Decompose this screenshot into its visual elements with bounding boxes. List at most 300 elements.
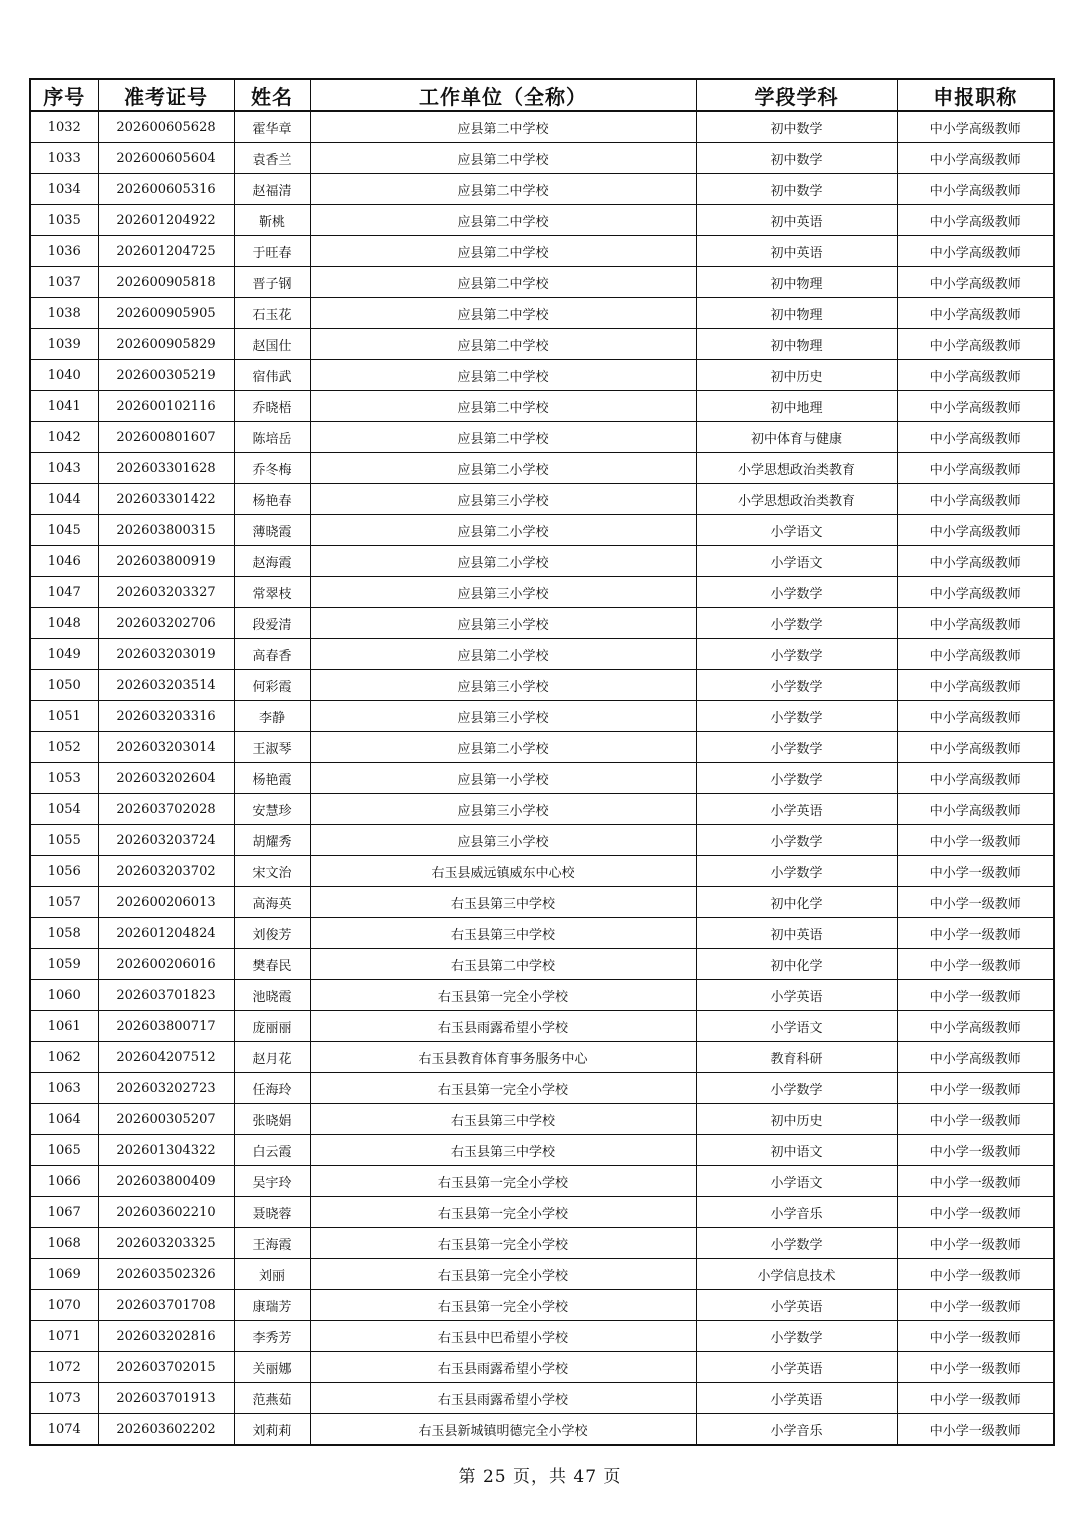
cell-name: 范燕茹 [234,1383,310,1414]
cell-exam-id: 202603203702 [98,856,234,887]
table-row [30,639,1054,670]
cell-subject: 小学英语 [696,1352,897,1383]
cell-workplace: 右玉县第一完全小学校 [310,1228,696,1259]
cell-index: 1038 [30,298,98,329]
cell-name: 任海玲 [234,1073,310,1104]
cell-exam-id: 202603203327 [98,577,234,608]
cell-name: 高海英 [234,887,310,918]
cell-name: 李秀芳 [234,1321,310,1352]
cell-workplace: 应县第二中学校 [310,111,696,143]
cell-subject: 小学数学 [696,1073,897,1104]
cell-name: 石玉花 [234,298,310,329]
cell-workplace: 应县第二小学校 [310,639,696,670]
cell-exam-id: 202603301628 [98,453,234,484]
cell-title: 中小学高级教师 [897,329,1054,360]
cell-name: 池晓霞 [234,980,310,1011]
cell-title: 中小学一级教师 [897,1073,1054,1104]
cell-title: 中小学高级教师 [897,174,1054,205]
header-exam-id: 准考证号 [98,79,234,111]
cell-exam-id: 202603701708 [98,1290,234,1321]
cell-subject: 小学数学 [696,577,897,608]
cell-exam-id: 202603202723 [98,1073,234,1104]
cell-subject: 初中地理 [696,391,897,422]
cell-name: 赵海霞 [234,546,310,577]
cell-index: 1054 [30,794,98,825]
cell-title: 中小学高级教师 [897,794,1054,825]
cell-workplace: 右玉县第一完全小学校 [310,980,696,1011]
cell-title: 中小学高级教师 [897,236,1054,267]
cell-name: 吴宇玲 [234,1166,310,1197]
cell-subject: 小学数学 [696,1228,897,1259]
cell-subject: 小学数学 [696,825,897,856]
cell-subject: 小学音乐 [696,1414,897,1446]
cell-workplace: 右玉县中巴希望小学校 [310,1321,696,1352]
cell-exam-id: 202603702015 [98,1352,234,1383]
cell-index: 1042 [30,422,98,453]
cell-index: 1048 [30,608,98,639]
table-row [30,763,1054,794]
table-row [30,825,1054,856]
table-row [30,1259,1054,1290]
cell-title: 中小学一级教师 [897,1259,1054,1290]
table-row [30,1135,1054,1166]
table-row [30,980,1054,1011]
cell-title: 中小学一级教师 [897,1135,1054,1166]
cell-workplace: 应县第二中学校 [310,329,696,360]
cell-workplace: 应县第二中学校 [310,236,696,267]
cell-workplace: 右玉县第三中学校 [310,1135,696,1166]
cell-name: 何彩霞 [234,670,310,701]
cell-workplace: 右玉县新城镇明德完全小学校 [310,1414,696,1446]
cell-name: 樊春民 [234,949,310,980]
cell-name: 刘丽 [234,1259,310,1290]
cell-name: 晋子钢 [234,267,310,298]
cell-index: 1032 [30,111,98,143]
cell-index: 1040 [30,360,98,391]
roster-table [29,78,1055,1446]
cell-subject: 小学英语 [696,1383,897,1414]
cell-title: 中小学高级教师 [897,422,1054,453]
cell-index: 1047 [30,577,98,608]
roster-body [30,111,1054,1445]
cell-exam-id: 202603602210 [98,1197,234,1228]
cell-exam-id: 202603202706 [98,608,234,639]
header-row [30,79,1054,111]
cell-title: 中小学一级教师 [897,1228,1054,1259]
cell-exam-id: 202600605604 [98,143,234,174]
cell-title: 中小学一级教师 [897,856,1054,887]
cell-title: 中小学高级教师 [897,298,1054,329]
cell-name: 杨艳春 [234,484,310,515]
cell-subject: 小学数学 [696,639,897,670]
cell-workplace: 应县第三小学校 [310,794,696,825]
cell-name: 王海霞 [234,1228,310,1259]
cell-index: 1035 [30,205,98,236]
cell-exam-id: 202601204824 [98,918,234,949]
cell-name: 刘莉莉 [234,1414,310,1446]
cell-name: 李静 [234,701,310,732]
cell-workplace: 应县第二小学校 [310,515,696,546]
table-row [30,701,1054,732]
cell-subject: 小学数学 [696,701,897,732]
cell-subject: 小学思想政治类教育 [696,453,897,484]
cell-name: 刘俊芳 [234,918,310,949]
cell-index: 1043 [30,453,98,484]
cell-exam-id: 202600305207 [98,1104,234,1135]
table-row [30,298,1054,329]
cell-subject: 初中物理 [696,329,897,360]
cell-title: 中小学高级教师 [897,453,1054,484]
table-row [30,1228,1054,1259]
cell-name: 赵月花 [234,1042,310,1073]
cell-exam-id: 202604207512 [98,1042,234,1073]
cell-title: 中小学高级教师 [897,701,1054,732]
cell-index: 1064 [30,1104,98,1135]
cell-title: 中小学高级教师 [897,1042,1054,1073]
cell-index: 1067 [30,1197,98,1228]
table-row [30,1011,1054,1042]
cell-index: 1051 [30,701,98,732]
cell-workplace: 应县第二中学校 [310,298,696,329]
cell-index: 1041 [30,391,98,422]
cell-subject: 小学英语 [696,980,897,1011]
cell-title: 中小学高级教师 [897,143,1054,174]
table-row [30,1042,1054,1073]
cell-index: 1057 [30,887,98,918]
table-row [30,732,1054,763]
cell-title: 中小学高级教师 [897,205,1054,236]
cell-workplace: 右玉县第二中学校 [310,949,696,980]
cell-exam-id: 202603800409 [98,1166,234,1197]
cell-index: 1037 [30,267,98,298]
cell-subject: 小学数学 [696,670,897,701]
cell-index: 1053 [30,763,98,794]
cell-workplace: 应县第三小学校 [310,825,696,856]
cell-workplace: 右玉县雨露希望小学校 [310,1352,696,1383]
cell-index: 1055 [30,825,98,856]
cell-name: 庞丽丽 [234,1011,310,1042]
cell-workplace: 右玉县雨露希望小学校 [310,1011,696,1042]
cell-index: 1070 [30,1290,98,1321]
table-row [30,887,1054,918]
table-row [30,1073,1054,1104]
page-number: 第 25 页，共 47 页 [458,1467,622,1487]
cell-name: 安慧珍 [234,794,310,825]
cell-exam-id: 202600305219 [98,360,234,391]
table-row [30,918,1054,949]
cell-index: 1062 [30,1042,98,1073]
cell-index: 1036 [30,236,98,267]
table-row [30,143,1054,174]
cell-name: 靳桃 [234,205,310,236]
table-row [30,1383,1054,1414]
cell-title: 中小学高级教师 [897,515,1054,546]
cell-exam-id: 202603203316 [98,701,234,732]
cell-workplace: 右玉县第三中学校 [310,918,696,949]
cell-workplace: 右玉县第三中学校 [310,887,696,918]
cell-exam-id: 202603702028 [98,794,234,825]
cell-exam-id: 202600206016 [98,949,234,980]
table-row [30,856,1054,887]
cell-index: 1074 [30,1414,98,1446]
cell-workplace: 右玉县威远镇威东中心校 [310,856,696,887]
cell-exam-id: 202601204922 [98,205,234,236]
header-index: 序号 [30,79,98,111]
cell-name: 王淑琴 [234,732,310,763]
cell-title: 中小学一级教师 [897,1290,1054,1321]
cell-subject: 小学数学 [696,732,897,763]
cell-subject: 小学音乐 [696,1197,897,1228]
cell-subject: 小学语文 [696,515,897,546]
cell-name: 乔冬梅 [234,453,310,484]
cell-exam-id: 202600905818 [98,267,234,298]
cell-index: 1069 [30,1259,98,1290]
cell-exam-id: 202600102116 [98,391,234,422]
cell-name: 康瑞芳 [234,1290,310,1321]
cell-workplace: 应县第二小学校 [310,546,696,577]
cell-subject: 初中英语 [696,205,897,236]
cell-index: 1034 [30,174,98,205]
cell-title: 中小学一级教师 [897,825,1054,856]
cell-title: 中小学一级教师 [897,1321,1054,1352]
cell-title: 中小学高级教师 [897,1011,1054,1042]
cell-title: 中小学一级教师 [897,887,1054,918]
cell-workplace: 应县第二中学校 [310,267,696,298]
cell-subject: 小学语文 [696,546,897,577]
cell-workplace: 应县第二中学校 [310,143,696,174]
cell-index: 1063 [30,1073,98,1104]
table-row [30,329,1054,360]
cell-name: 常翠枝 [234,577,310,608]
cell-exam-id: 202600605316 [98,174,234,205]
cell-workplace: 应县第三小学校 [310,608,696,639]
cell-name: 胡耀秀 [234,825,310,856]
cell-exam-id: 202603202816 [98,1321,234,1352]
cell-subject: 初中物理 [696,267,897,298]
cell-name: 张晓娟 [234,1104,310,1135]
cell-title: 中小学一级教师 [897,918,1054,949]
cell-subject: 小学语文 [696,1011,897,1042]
cell-subject: 初中历史 [696,1104,897,1135]
cell-workplace: 应县第二中学校 [310,205,696,236]
cell-subject: 小学信息技术 [696,1259,897,1290]
cell-exam-id: 202603203514 [98,670,234,701]
cell-title: 中小学一级教师 [897,1352,1054,1383]
cell-exam-id: 202600206013 [98,887,234,918]
table-row [30,205,1054,236]
cell-title: 中小学高级教师 [897,391,1054,422]
cell-subject: 初中物理 [696,298,897,329]
cell-workplace: 右玉县第一完全小学校 [310,1073,696,1104]
header-workplace: 工作单位（全称） [310,79,696,111]
cell-exam-id: 202603301422 [98,484,234,515]
cell-exam-id: 202600605628 [98,111,234,143]
cell-subject: 初中化学 [696,949,897,980]
cell-name: 杨艳霞 [234,763,310,794]
cell-subject: 小学数学 [696,608,897,639]
cell-title: 中小学高级教师 [897,732,1054,763]
cell-title: 中小学一级教师 [897,1414,1054,1446]
table-row [30,1321,1054,1352]
cell-workplace: 应县第二中学校 [310,174,696,205]
table-row [30,391,1054,422]
cell-workplace: 应县第二中学校 [310,422,696,453]
cell-exam-id: 202603203724 [98,825,234,856]
cell-subject: 初中数学 [696,111,897,143]
cell-subject: 初中历史 [696,360,897,391]
cell-exam-id: 202603800315 [98,515,234,546]
cell-index: 1072 [30,1352,98,1383]
cell-workplace: 应县第一小学校 [310,763,696,794]
cell-index: 1045 [30,515,98,546]
cell-name: 袁香兰 [234,143,310,174]
cell-name: 赵福清 [234,174,310,205]
cell-index: 1050 [30,670,98,701]
cell-workplace: 右玉县第一完全小学校 [310,1259,696,1290]
cell-subject: 初中英语 [696,236,897,267]
table-row [30,1197,1054,1228]
cell-exam-id: 202603203014 [98,732,234,763]
cell-index: 1061 [30,1011,98,1042]
cell-exam-id: 202603701823 [98,980,234,1011]
cell-title: 中小学一级教师 [897,949,1054,980]
cell-workplace: 应县第三小学校 [310,484,696,515]
cell-workplace: 应县第二中学校 [310,360,696,391]
cell-subject: 初中体育与健康 [696,422,897,453]
cell-index: 1056 [30,856,98,887]
cell-workplace: 应县第二小学校 [310,453,696,484]
cell-exam-id: 202603203019 [98,639,234,670]
cell-name: 霍华章 [234,111,310,143]
table-row [30,670,1054,701]
cell-title: 中小学一级教师 [897,1166,1054,1197]
cell-exam-id: 202603701913 [98,1383,234,1414]
cell-title: 中小学一级教师 [897,1197,1054,1228]
cell-subject: 小学英语 [696,794,897,825]
cell-workplace: 应县第二小学校 [310,732,696,763]
cell-subject: 小学思想政治类教育 [696,484,897,515]
cell-subject: 小学数学 [696,763,897,794]
cell-title: 中小学一级教师 [897,1104,1054,1135]
table-row [30,484,1054,515]
cell-index: 1039 [30,329,98,360]
table-row [30,1290,1054,1321]
cell-workplace: 应县第三小学校 [310,670,696,701]
cell-name: 于旺春 [234,236,310,267]
table-row [30,360,1054,391]
table-row [30,1352,1054,1383]
cell-title: 中小学高级教师 [897,360,1054,391]
cell-subject: 小学语文 [696,1166,897,1197]
cell-subject: 初中数学 [696,143,897,174]
cell-index: 1033 [30,143,98,174]
table-row [30,1166,1054,1197]
cell-title: 中小学高级教师 [897,670,1054,701]
cell-title: 中小学高级教师 [897,484,1054,515]
cell-workplace: 应县第三小学校 [310,701,696,732]
cell-name: 白云霞 [234,1135,310,1166]
cell-name: 宋文治 [234,856,310,887]
header-name: 姓名 [234,79,310,111]
cell-workplace: 应县第二中学校 [310,391,696,422]
cell-exam-id: 202601304322 [98,1135,234,1166]
cell-title: 中小学高级教师 [897,577,1054,608]
cell-index: 1066 [30,1166,98,1197]
cell-workplace: 右玉县雨露希望小学校 [310,1383,696,1414]
cell-subject: 教育科研 [696,1042,897,1073]
cell-index: 1046 [30,546,98,577]
cell-title: 中小学一级教师 [897,980,1054,1011]
cell-exam-id: 202600905829 [98,329,234,360]
cell-exam-id: 202601204725 [98,236,234,267]
cell-workplace: 右玉县第一完全小学校 [310,1290,696,1321]
table-row [30,453,1054,484]
cell-subject: 初中语文 [696,1135,897,1166]
cell-title: 中小学高级教师 [897,546,1054,577]
cell-subject: 初中化学 [696,887,897,918]
cell-exam-id: 202603800919 [98,546,234,577]
table-row [30,794,1054,825]
table-row [30,1414,1054,1446]
cell-name: 聂晓蓉 [234,1197,310,1228]
cell-subject: 初中数学 [696,174,897,205]
cell-exam-id: 202603800717 [98,1011,234,1042]
cell-title: 中小学高级教师 [897,608,1054,639]
cell-name: 薄晓霞 [234,515,310,546]
cell-subject: 小学数学 [696,1321,897,1352]
cell-exam-id: 202603203325 [98,1228,234,1259]
cell-index: 1059 [30,949,98,980]
cell-subject: 小学数学 [696,856,897,887]
cell-name: 宿伟武 [234,360,310,391]
cell-exam-id: 202603202604 [98,763,234,794]
table-row [30,515,1054,546]
cell-name: 赵国仕 [234,329,310,360]
cell-name: 乔晓梧 [234,391,310,422]
cell-title: 中小学高级教师 [897,111,1054,143]
cell-workplace: 右玉县第一完全小学校 [310,1166,696,1197]
cell-exam-id: 202600801607 [98,422,234,453]
header-subject: 学段学科 [696,79,897,111]
cell-name: 段爱清 [234,608,310,639]
cell-title: 中小学高级教师 [897,639,1054,670]
cell-index: 1058 [30,918,98,949]
cell-name: 高春香 [234,639,310,670]
cell-title: 中小学高级教师 [897,267,1054,298]
table-row [30,422,1054,453]
table-row [30,546,1054,577]
table-row [30,267,1054,298]
cell-index: 1065 [30,1135,98,1166]
cell-index: 1068 [30,1228,98,1259]
cell-exam-id: 202603502326 [98,1259,234,1290]
cell-title: 中小学一级教师 [897,1383,1054,1414]
table-row [30,577,1054,608]
cell-subject: 初中英语 [696,918,897,949]
cell-name: 陈培岳 [234,422,310,453]
table-row [30,236,1054,267]
header-title: 申报职称 [897,79,1054,111]
cell-index: 1052 [30,732,98,763]
cell-index: 1044 [30,484,98,515]
cell-index: 1049 [30,639,98,670]
cell-subject: 小学英语 [696,1290,897,1321]
cell-index: 1071 [30,1321,98,1352]
table-row [30,1104,1054,1135]
cell-index: 1060 [30,980,98,1011]
cell-exam-id: 202600905905 [98,298,234,329]
table-row [30,174,1054,205]
